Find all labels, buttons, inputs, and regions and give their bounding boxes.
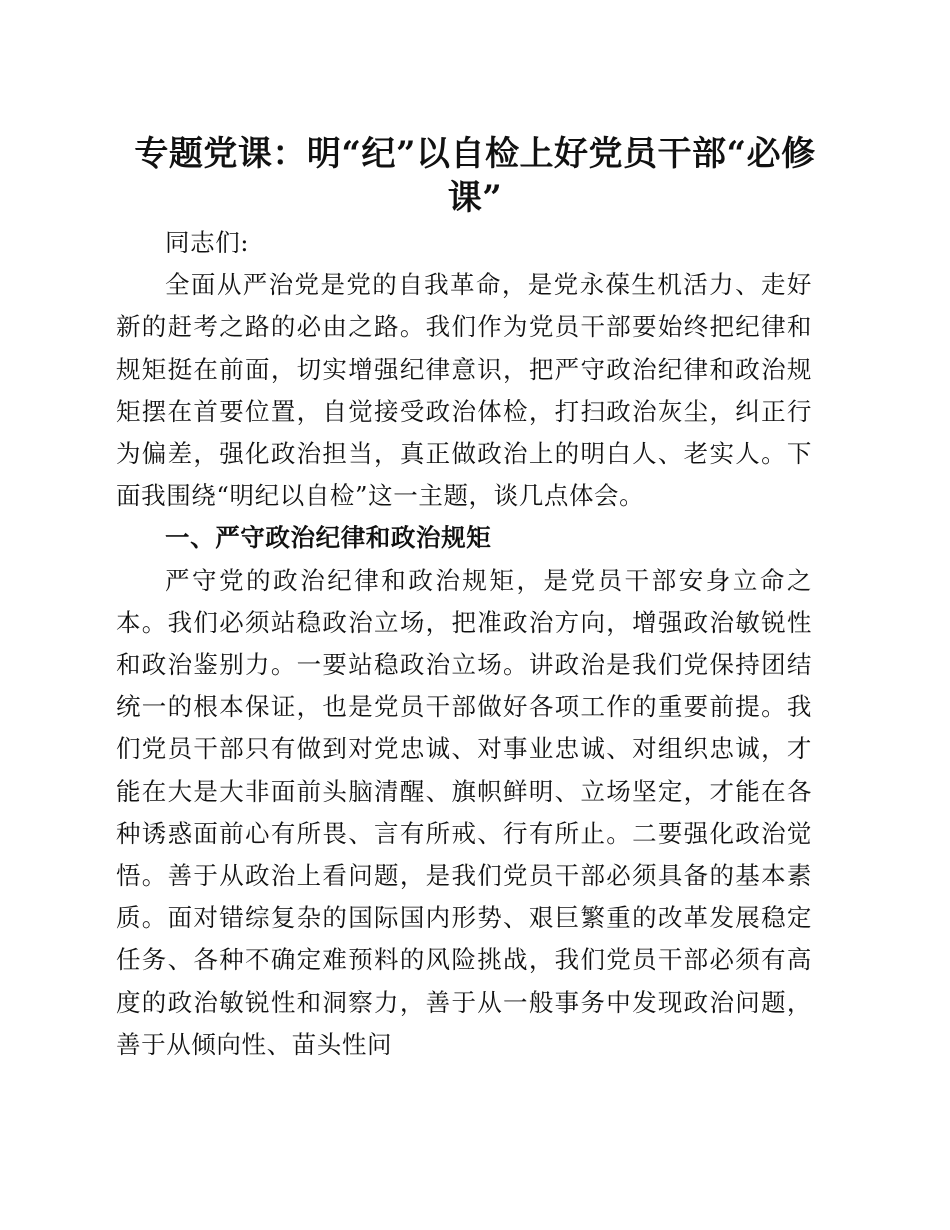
section-paragraph: 严守党的政治纪律和政治规矩，是党员干部安身立命之本。我们必须站稳政治立场，把准政治方向，增强政治敏锐性和政治鉴别力。一要站稳政治立场。讲政治是我们党保持团结统一的根本保证，也是党员干部做好各项工作的重要前提。我们党员干部只有做到对党忠诚、对事业忠诚、对组织忠诚，才能在大是大非面前头脑清醒、旗帜鲜明、立场坚定，才能在各种诱惑面前心有所畏、言有所戒、行有所止。二要强化政治觉悟。善于从政治上看问题，是我们党员干部必须具备的基本素质。面对错综复杂的国际国内形势、艰巨繁重的改革发展稳定任务、各种不确定难预料的风险挑战，我们党员干部必须有高度的政治敏锐性和洞察力，善于从一般事务中发现政治问题，善于从倾向性、苗头性问 [116, 565, 812, 1059]
intro-paragraph: 全面从严治党是党的自我革命，是党永葆生机活力、走好新的赶考之路的必由之路。我们作为党员干部要始终把纪律和规矩挺在前面，切实增强纪律意识，把严守政治纪律和政治规矩摆在首要位置，自觉接受政治体检，打扫政治灰尘，纠正行为偏差，强化政治担当，真正做政治上的明白人、老实人。下面我围绕“明纪以自检”这一主题，谈几点体会。 [116, 270, 812, 511]
section-heading: 一、严守政治纪律和政治规矩 [165, 523, 492, 553]
salutation: 同志们: [165, 228, 250, 257]
document-title: 专题党课：明“纪”以自检上好党员干部“必修课” [134, 134, 816, 218]
document-body [116, 222, 812, 1066]
